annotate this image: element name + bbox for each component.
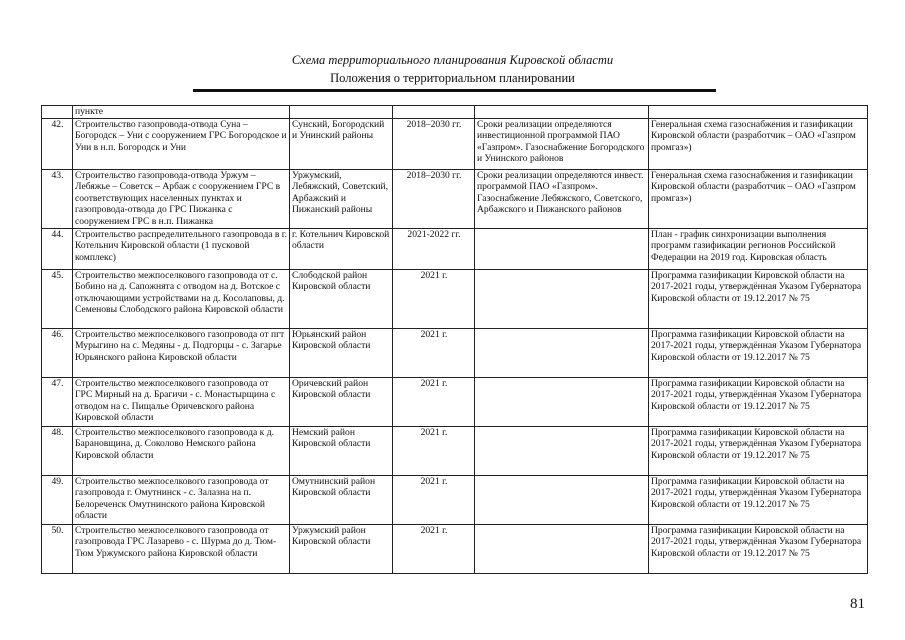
table-cell-period: 2021 г. — [393, 476, 475, 525]
table-cell-period: 2021 г. — [393, 329, 475, 378]
table-cell-location: Омутнинский район Кировской области — [290, 476, 393, 525]
table-cell-period: 2021 г. — [393, 270, 475, 329]
table-cell-conditions — [475, 329, 649, 378]
table-cell-conditions — [475, 378, 649, 427]
table-cell-basis: Программа газификации Кировской области на 2017-2021 годы, утверждённая Указом Губернатора Кировской области от 19.12.2017 № 75 — [649, 427, 868, 476]
header-rule — [193, 89, 716, 92]
table-cell-num: 43. — [42, 170, 73, 229]
table-cell-location: г. Котельнич Кировской области — [290, 229, 393, 270]
table-cell-conditions — [475, 476, 649, 525]
table-cell-num: 46. — [42, 329, 73, 378]
table-row — [42, 329, 868, 378]
table-row — [42, 525, 868, 574]
table-cell-basis: План - график синхронизации выполнения программ газификации регионов Российской Федерации на 2019 год. Кировская область — [649, 229, 868, 270]
table-cell-name: Строительство межпоселкового газопровода к д. Барановщина, д. Соколово Немского района Кировской области — [73, 427, 290, 476]
table-cell-conditions — [475, 270, 649, 329]
document-title: Схема территориального планирования Кировской области — [291, 53, 614, 67]
table-row — [42, 427, 868, 476]
table-row — [42, 378, 868, 427]
table-cell-location: Слободской район Кировской области — [290, 270, 393, 329]
table-cell-num: 42. — [42, 119, 73, 170]
table-cell-num: 47. — [42, 378, 73, 427]
plan-table — [41, 105, 868, 574]
table-cell-basis: Программа газификации Кировской области на 2017-2021 годы, утверждённая Указом Губернатора Кировской области от 19.12.2017 № 75 — [649, 270, 868, 329]
table-cell-name: Строительство газопровода-отвода Суна – Богородск – Уни с сооружением ГРС Богородское и Уни в н.п. Богородск и Уни — [73, 119, 290, 170]
table-cell-name: пункте — [73, 106, 290, 119]
table-cell-num: 44. — [42, 229, 73, 270]
table-cell-name: Строительство межпоселкового газопровода от газопровода г. Омутнинск - с. Залазна на п. Белореченск Омутнинского района Кировской области — [73, 476, 290, 525]
table-cell-name: Строительство межпоселкового газопровода от газопровода ГРС Лазарево - с. Шурма до д. Тюм-Тюм Уржумского района Кировской области — [73, 525, 290, 574]
table-cell-basis: Программа газификации Кировской области на 2017-2021 годы, утверждённая Указом Губернатора Кировской области от 19.12.2017 № 75 — [649, 329, 868, 378]
table-cell-location: Юрьянский район Кировской области — [290, 329, 393, 378]
table-cell-conditions — [475, 106, 649, 119]
table-cell-conditions: Сроки реализации определяются инвестиционной программой ПАО «Газпром». Газоснабжение Богородского и Унинского районов — [475, 119, 649, 170]
table-cell-period: 2021-2022 гг. — [393, 229, 475, 270]
table-cell-period — [393, 106, 475, 119]
continuation-row — [42, 106, 868, 119]
table-cell-basis: Программа газификации Кировской области на 2017-2021 годы, утверждённая Указом Губернатора Кировской области от 19.12.2017 № 75 — [649, 525, 868, 574]
table-row — [42, 476, 868, 525]
table-cell-location: Уржумский район Кировской области — [290, 525, 393, 574]
table-cell-conditions — [475, 525, 649, 574]
table-cell-name: Строительство распределительного газопровода в г. Котельнич Кировской области (1 пусковой комплекс) — [73, 229, 290, 270]
table-cell-name: Строительство межпоселкового газопровода от ГРС Мирный на д. Брагичи - с. Монастырщина с отводом на с. Пищалье Оричевского района Кировской области — [73, 378, 290, 427]
table-cell-period: 2018–2030 гг. — [393, 119, 475, 170]
table-cell-name: Строительство межпоселкового газопровода от с. Бобино на д. Сапожнята с отводом на д. Вотское с отключающими устройствами на д. Косолаповы, д. Семеновы Слободского района Кировской области — [73, 270, 290, 329]
table-cell-location: Оричевский район Кировской области — [290, 378, 393, 427]
table-cell-period: 2021 г. — [393, 427, 475, 476]
table-cell-location: Уржумский, Лебяжский, Советский, Арбажский и Пижанский районы — [290, 170, 393, 229]
table-cell-location: Сунский, Богородский и Унинский районы — [290, 119, 393, 170]
table-cell-conditions — [475, 427, 649, 476]
table-cell-num: 49. — [42, 476, 73, 525]
table-cell-basis: Программа газификации Кировской области на 2017-2021 годы, утверждённая Указом Губернатора Кировской области от 19.12.2017 № 75 — [649, 476, 868, 525]
table-cell-conditions — [475, 229, 649, 270]
table-cell-basis: Программа газификации Кировской области на 2017-2021 годы, утверждённая Указом Губернатора Кировской области от 19.12.2017 № 75 — [649, 378, 868, 427]
table-cell-name: Строительство межпоселкового газопровода от пгт Мурыгино на с. Медяны - д. Подгорцы - с. Загарье Юрьянского района Кировской области — [73, 329, 290, 378]
table-row — [42, 229, 868, 270]
table-cell-conditions: Сроки реализации определяются инвест. программой ПАО «Газпром». Газоснабжение Лебяжского, Советского, Арбажского и Пижанского районов — [475, 170, 649, 229]
table-cell-basis — [649, 106, 868, 119]
table-row — [42, 119, 868, 170]
table-cell-basis: Генеральная схема газоснабжения и газификации Кировской области (разработчик – ОАО «Газпром промгаз») — [649, 170, 868, 229]
table-cell-num: 48. — [42, 427, 73, 476]
table-row — [42, 270, 868, 329]
table-cell-num — [42, 106, 73, 119]
table-cell-location: Немский район Кировской области — [290, 427, 393, 476]
table-cell-period: 2021 г. — [393, 525, 475, 574]
table-cell-num: 45. — [42, 270, 73, 329]
table-cell-location — [290, 106, 393, 119]
table-cell-basis: Генеральная схема газоснабжения и газификации Кировской области (разработчик – ОАО «Газпром промгаз») — [649, 119, 868, 170]
table-cell-num: 50. — [42, 525, 73, 574]
document-subtitle: Положения о территориальном планировании — [330, 71, 575, 85]
table-cell-period: 2021 г. — [393, 378, 475, 427]
table-row — [42, 170, 868, 229]
table-cell-period: 2018–2030 гг. — [393, 170, 475, 229]
page-number: 81 — [850, 596, 865, 612]
table-cell-name: Строительство газопровода-отвода Уржум – Лебяжье – Советск – Арбаж с сооружением ГРС в соответствующих населенных пунктах и газопровода-отвода до ГРС Пижанка с сооружением ГРС в н.п. Пижанка — [73, 170, 290, 229]
